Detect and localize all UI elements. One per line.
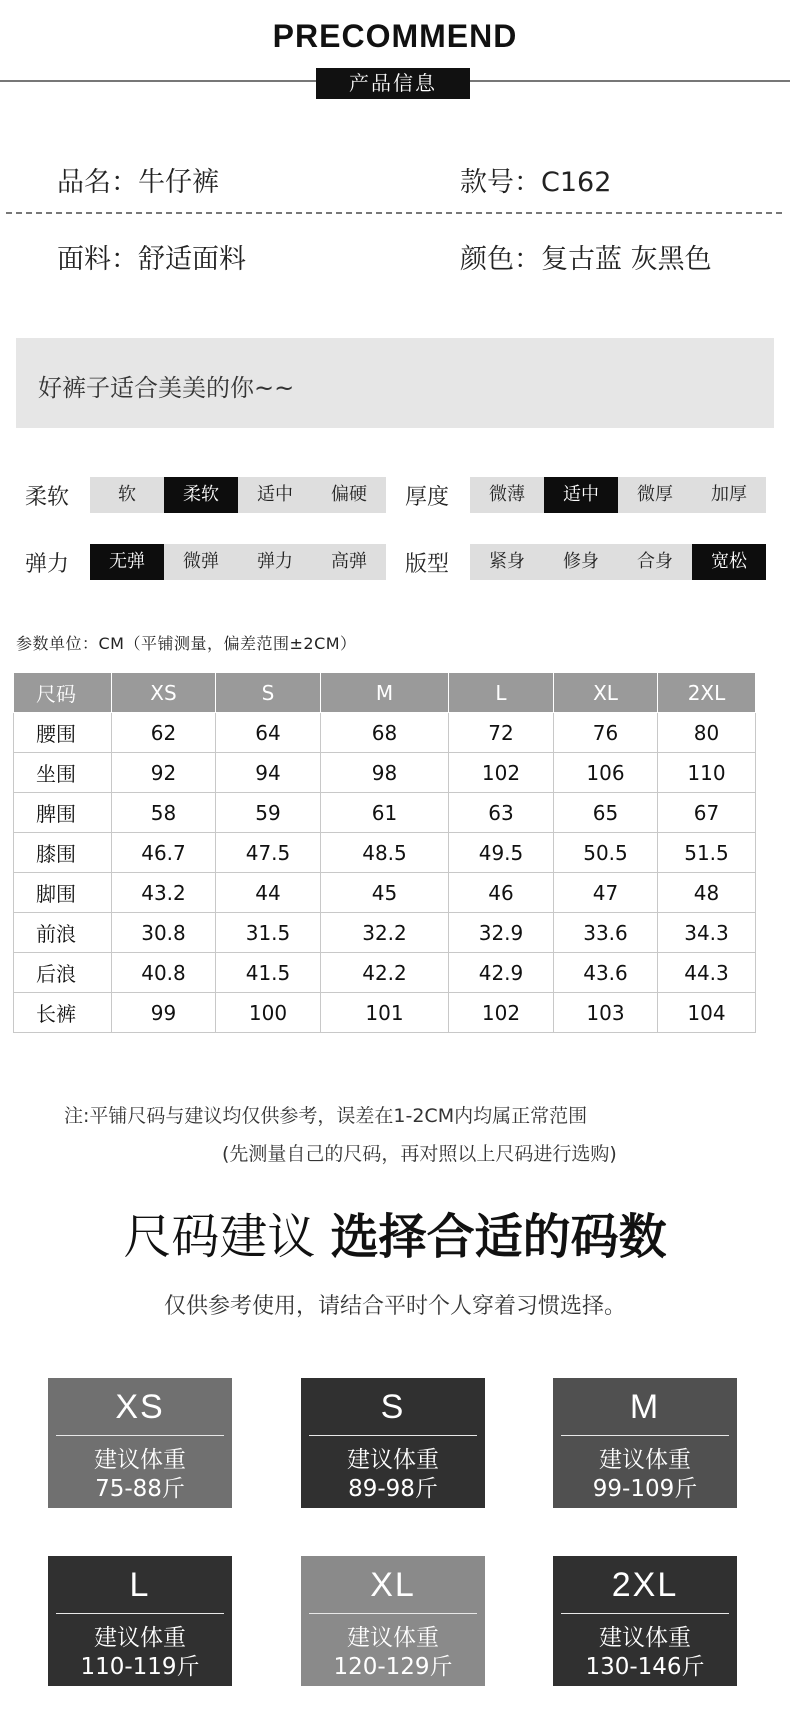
table-row [14, 993, 756, 1033]
size-card-size: L [129, 1566, 151, 1604]
table-cell: 46 [449, 873, 554, 913]
thickness-option: 加厚 [692, 477, 766, 513]
table-cell: 33.6 [554, 913, 658, 953]
table-cell: 45 [321, 873, 449, 913]
table-row [14, 793, 756, 833]
unit-note: 参数单位：CM（平铺测量，偏差范围±2CM） [16, 634, 357, 653]
size-card-weight-label: 建议体重 [347, 1447, 439, 1473]
size-card-divider [561, 1613, 729, 1614]
table-cell: 104 [658, 993, 756, 1033]
row-label: 腰围 [14, 713, 112, 753]
table-cell: 42.2 [321, 953, 449, 993]
size-card-weight-value: 89-98斤 [348, 1476, 438, 1502]
softness-option: 偏硬 [312, 477, 386, 513]
thickness-option: 适中 [544, 477, 618, 513]
table-cell: 44.3 [658, 953, 756, 993]
table-cell: 110 [658, 753, 756, 793]
table-cell: 51.5 [658, 833, 756, 873]
elasticity-option: 微弹 [164, 544, 238, 580]
table-cell: 76 [554, 713, 658, 753]
elasticity-option: 弹力 [238, 544, 312, 580]
size-card-weight-value: 120-129斤 [333, 1654, 453, 1680]
fit-option: 宽松 [692, 544, 766, 580]
table-cell: 100 [216, 993, 321, 1033]
fit-label: 版型 [405, 552, 450, 577]
size-card [301, 1556, 485, 1686]
table-cell: 92 [112, 753, 216, 793]
table-cell: 32.2 [321, 913, 449, 953]
elasticity-label: 弹力 [25, 552, 70, 577]
table-cell: 98 [321, 753, 449, 793]
size-card [553, 1556, 737, 1686]
size-card-divider [56, 1435, 224, 1436]
size-card-size: XL [370, 1566, 416, 1604]
size-card-weight-value: 130-146斤 [585, 1654, 705, 1680]
size-note-secondary: (先测量自己的尺码，再对照以上尺码进行选购) [222, 1143, 617, 1165]
suggestion-subtitle: 仅供参考使用，请结合平时个人穿着习惯选择。 [163, 1294, 626, 1319]
size-card [553, 1378, 737, 1508]
size-card [48, 1556, 232, 1686]
row-label: 前浪 [14, 913, 112, 953]
table-row [14, 753, 756, 793]
softness-label: 柔软 [25, 485, 70, 510]
size-card-weight-value: 99-109斤 [592, 1476, 698, 1502]
row-label: 脚围 [14, 873, 112, 913]
table-cell: 30.8 [112, 913, 216, 953]
softness-option: 柔软 [164, 477, 238, 513]
table-cell: 31.5 [216, 913, 321, 953]
suggestion-title-plain: 尺码建议 [123, 1209, 316, 1265]
table-cell: 67 [658, 793, 756, 833]
softness-option: 适中 [238, 477, 312, 513]
info-divider [6, 212, 782, 214]
size-card-size: 2XL [611, 1566, 679, 1604]
product-name: 品名：牛仔裤 [57, 167, 219, 198]
table-cell: 102 [449, 993, 554, 1033]
table-cell: 99 [112, 993, 216, 1033]
softness-option: 软 [90, 477, 164, 513]
softness-scale [90, 477, 386, 513]
size-card-weight-label: 建议体重 [94, 1625, 186, 1651]
table-cell: 42.9 [449, 953, 554, 993]
table-row [14, 913, 756, 953]
elasticity-option: 无弹 [90, 544, 164, 580]
table-cell: 32.9 [449, 913, 554, 953]
size-card-weight-label: 建议体重 [347, 1625, 439, 1651]
size-card-divider [561, 1435, 729, 1436]
table-cell: 41.5 [216, 953, 321, 993]
row-label: 膝围 [14, 833, 112, 873]
size-card-size: XS [115, 1388, 165, 1426]
table-cell: 59 [216, 793, 321, 833]
table-cell: 72 [449, 713, 554, 753]
size-card [301, 1378, 485, 1508]
table-cell: 47 [554, 873, 658, 913]
column-header: 尺码 [14, 673, 112, 713]
table-cell: 34.3 [658, 913, 756, 953]
table-cell: 49.5 [449, 833, 554, 873]
table-cell: 94 [216, 753, 321, 793]
table-row [14, 873, 756, 913]
table-cell: 106 [554, 753, 658, 793]
size-note: 注:平铺尺码与建议均仅供参考，误差在1-2CM内均属正常范围 [64, 1105, 588, 1127]
suggestion-title-bold: 选择合适的码数 [330, 1209, 667, 1265]
size-card-weight-value: 110-119斤 [80, 1654, 200, 1680]
table-cell: 48 [658, 873, 756, 913]
column-header: XS [112, 673, 216, 713]
size-card-divider [309, 1435, 477, 1436]
table-cell: 44 [216, 873, 321, 913]
table-cell: 64 [216, 713, 321, 753]
table-cell: 58 [112, 793, 216, 833]
table-cell: 43.2 [112, 873, 216, 913]
row-label: 坐围 [14, 753, 112, 793]
row-label: 脾围 [14, 793, 112, 833]
table-cell: 40.8 [112, 953, 216, 993]
page-title: PRECOMMEND [272, 18, 518, 54]
fit-option: 紧身 [470, 544, 544, 580]
elasticity-option: 高弹 [312, 544, 386, 580]
size-card-size: S [380, 1388, 406, 1426]
table-cell: 65 [554, 793, 658, 833]
section-badge: 产品信息 [316, 68, 470, 99]
table-cell: 63 [449, 793, 554, 833]
slogan-banner [16, 338, 774, 428]
thickness-option: 微薄 [470, 477, 544, 513]
table-row [14, 713, 756, 753]
table-cell: 68 [321, 713, 449, 753]
table-row [14, 953, 756, 993]
table-cell: 48.5 [321, 833, 449, 873]
table-cell: 61 [321, 793, 449, 833]
thickness-option: 微厚 [618, 477, 692, 513]
table-cell: 102 [449, 753, 554, 793]
product-code: 款号：C162 [460, 167, 612, 198]
table-cell: 47.5 [216, 833, 321, 873]
table-cell: 43.6 [554, 953, 658, 993]
size-card-weight-label: 建议体重 [599, 1447, 691, 1473]
size-card-divider [56, 1613, 224, 1614]
table-cell: 103 [554, 993, 658, 1033]
size-card-weight-label: 建议体重 [94, 1447, 186, 1473]
table-cell: 101 [321, 993, 449, 1033]
row-label: 后浪 [14, 953, 112, 993]
table-cell: 62 [112, 713, 216, 753]
table-header-row [14, 673, 756, 713]
elasticity-scale [90, 544, 386, 580]
fit-option: 合身 [618, 544, 692, 580]
table-row [14, 833, 756, 873]
size-card-size: M [629, 1388, 661, 1426]
column-header: 2XL [658, 673, 756, 713]
table-cell: 80 [658, 713, 756, 753]
table-cell: 46.7 [112, 833, 216, 873]
slogan-text: 好裤子适合美美的你~~ [38, 374, 295, 402]
size-card [48, 1378, 232, 1508]
column-header: L [449, 673, 554, 713]
product-fabric: 面料：舒适面料 [57, 244, 246, 275]
fit-option: 修身 [544, 544, 618, 580]
size-card-divider [309, 1613, 477, 1614]
suggestion-title [0, 1198, 790, 1267]
column-header: S [216, 673, 321, 713]
table-cell: 50.5 [554, 833, 658, 873]
column-header: M [321, 673, 449, 713]
thickness-label: 厚度 [405, 485, 450, 510]
row-label: 长裤 [14, 993, 112, 1033]
size-table [13, 672, 756, 1033]
fit-scale [470, 544, 766, 580]
column-header: XL [554, 673, 658, 713]
product-color: 颜色：复古蓝 灰黑色 [460, 244, 712, 275]
size-card-weight-value: 75-88斤 [95, 1476, 185, 1502]
thickness-scale [470, 477, 766, 513]
size-card-weight-label: 建议体重 [599, 1625, 691, 1651]
